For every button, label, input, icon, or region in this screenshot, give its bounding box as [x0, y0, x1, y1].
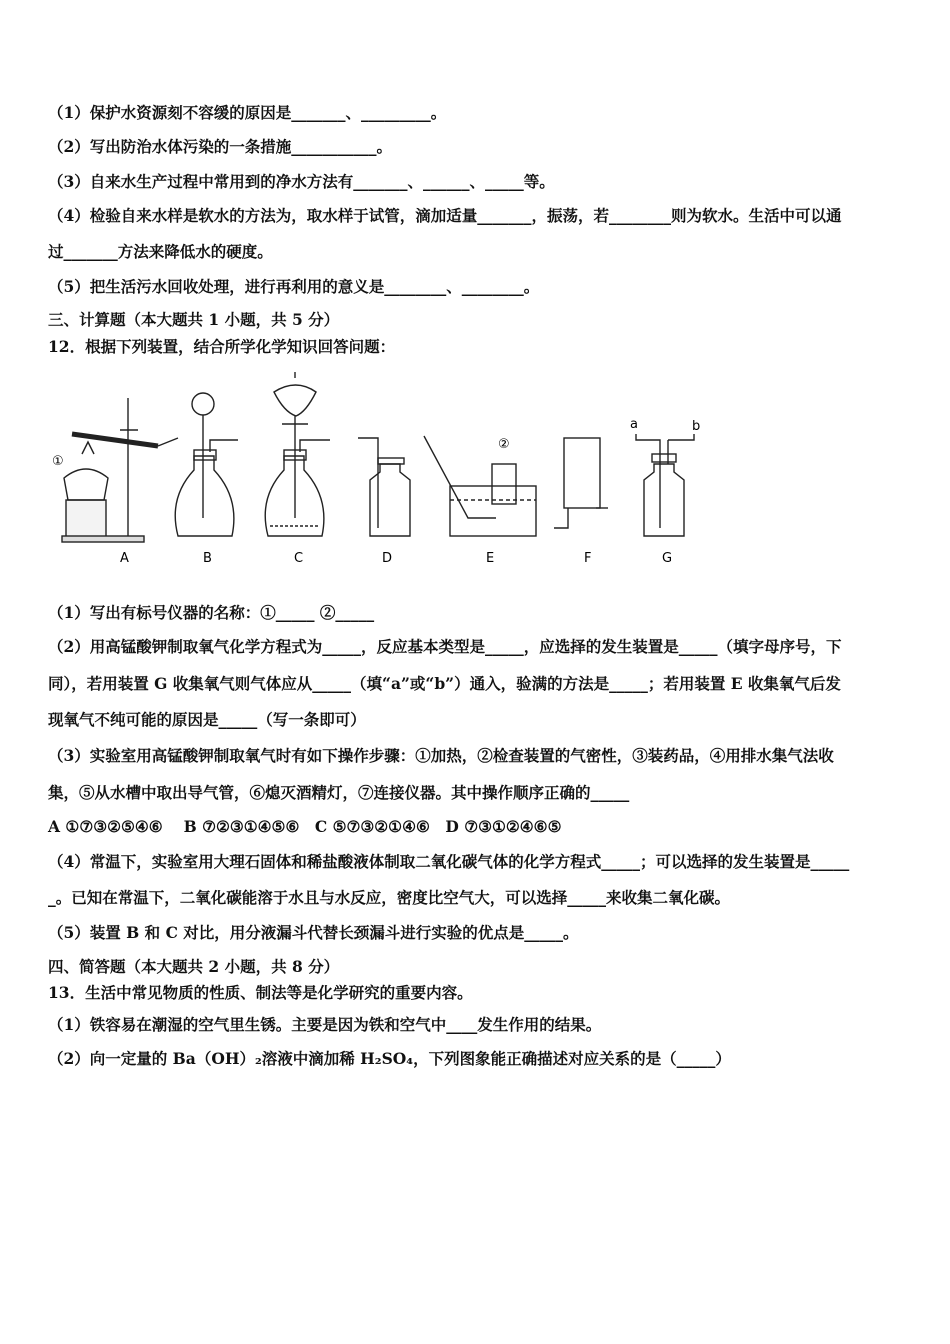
apparatus-f	[554, 438, 608, 528]
q12-part-1: （1）写出有标号仪器的名称：①_____ ②_____	[48, 603, 375, 622]
label-a: A	[120, 551, 129, 566]
q12-part-5: （5）装置 B 和 C 对比，用分液漏斗代替长颈漏斗进行实验的优点是_____。	[48, 923, 579, 942]
marker-1: ①	[52, 454, 64, 469]
label-b: B	[203, 551, 212, 566]
q-line-6: （5）把生活污水回收处理，进行再利用的意义是________、________。	[48, 277, 540, 296]
q-line-1: （1）保护水资源刻不容缓的原因是_______、_________。	[48, 103, 447, 122]
q12-part-2b: 同），若用装置 G 收集氧气则气体应从_____（填“a”或“b”）通入，验满的方法是_____；若用装置 E 收集氧气后发	[48, 674, 841, 693]
label-d: D	[382, 551, 393, 566]
q12-part-2a: （2）用高锰酸钾制取氧气化学方程式为_____，反应基本类型是_____，应选择的发生装置是_____（填字母序号，下	[48, 637, 842, 656]
q12-part-3a: （3）实验室用高锰酸钾制取氧气时有如下操作步骤：①加热，②检查装置的气密性，③装药品，④用排水集气法收	[48, 746, 834, 765]
label-g: G	[662, 551, 673, 566]
q13-stem: 13．生活中常见物质的性质、制法等是化学研究的重要内容。	[48, 983, 473, 1002]
port-b-label: b	[692, 419, 701, 434]
label-f: F	[584, 551, 592, 566]
apparatus-e	[424, 436, 536, 536]
apparatus-d	[358, 438, 410, 536]
q12-part-2c: 现氧气不纯可能的原因是_____（写一条即可）	[48, 710, 366, 729]
label-e: E	[486, 551, 495, 566]
q-line-4: （4）检验自来水样是软水的方法为，取水样于试管，滴加适量_______，振荡，若________则为软水。生活中可以通	[48, 206, 842, 225]
q13-part-2: （2）向一定量的 Ba（OH）₂溶液中滴加稀 H₂SO₄，下列图象能正确描述对应关系的是（_____）	[48, 1049, 731, 1068]
apparatus-b	[175, 393, 238, 536]
apparatus-figure	[48, 368, 748, 578]
q12-part-3-options: A ①⑦③②⑤④⑥ B ⑦②③①④⑤⑥ C ⑤⑦③②①④⑥ D ⑦③①②④⑥⑤	[48, 817, 562, 836]
apparatus-a	[62, 398, 178, 542]
q12-stem: 12．根据下列装置，结合所学化学知识回答问题：	[48, 337, 396, 356]
q-line-3: （3）自来水生产过程中常用到的净水方法有_______、______、_____等。	[48, 172, 555, 191]
q-line-2: （2）写出防治水体污染的一条措施___________。	[48, 137, 393, 156]
apparatus-g	[636, 434, 694, 536]
q12-part-3b: 集，⑤从水槽中取出导气管，⑥熄灭酒精灯，⑦连接仪器。其中操作顺序正确的_____	[48, 783, 630, 802]
port-a-label: a	[630, 417, 638, 432]
apparatus-c	[265, 372, 330, 536]
label-c: C	[294, 551, 304, 566]
q12-part-4a: （4）常温下，实验室用大理石固体和稀盐酸液体制取二氧化碳气体的化学方程式_____；可以选择的发生装置是_____	[48, 852, 850, 871]
q13-part-1: （1）铁容易在潮湿的空气里生锈。主要是因为铁和空气中____发生作用的结果。	[48, 1015, 602, 1034]
marker-2: ②	[498, 437, 510, 452]
section-3-heading: 三、计算题（本大题共 1 小题，共 5 分）	[48, 310, 340, 329]
q-line-5: 过_______方法来降低水的硬度。	[48, 242, 273, 261]
section-4-heading: 四、简答题（本大题共 2 小题，共 8 分）	[48, 957, 340, 976]
q12-part-4b: _。已知在常温下，二氧化碳能溶于水且与水反应，密度比空气大，可以选择_____来收集二氧化碳。	[48, 888, 731, 907]
